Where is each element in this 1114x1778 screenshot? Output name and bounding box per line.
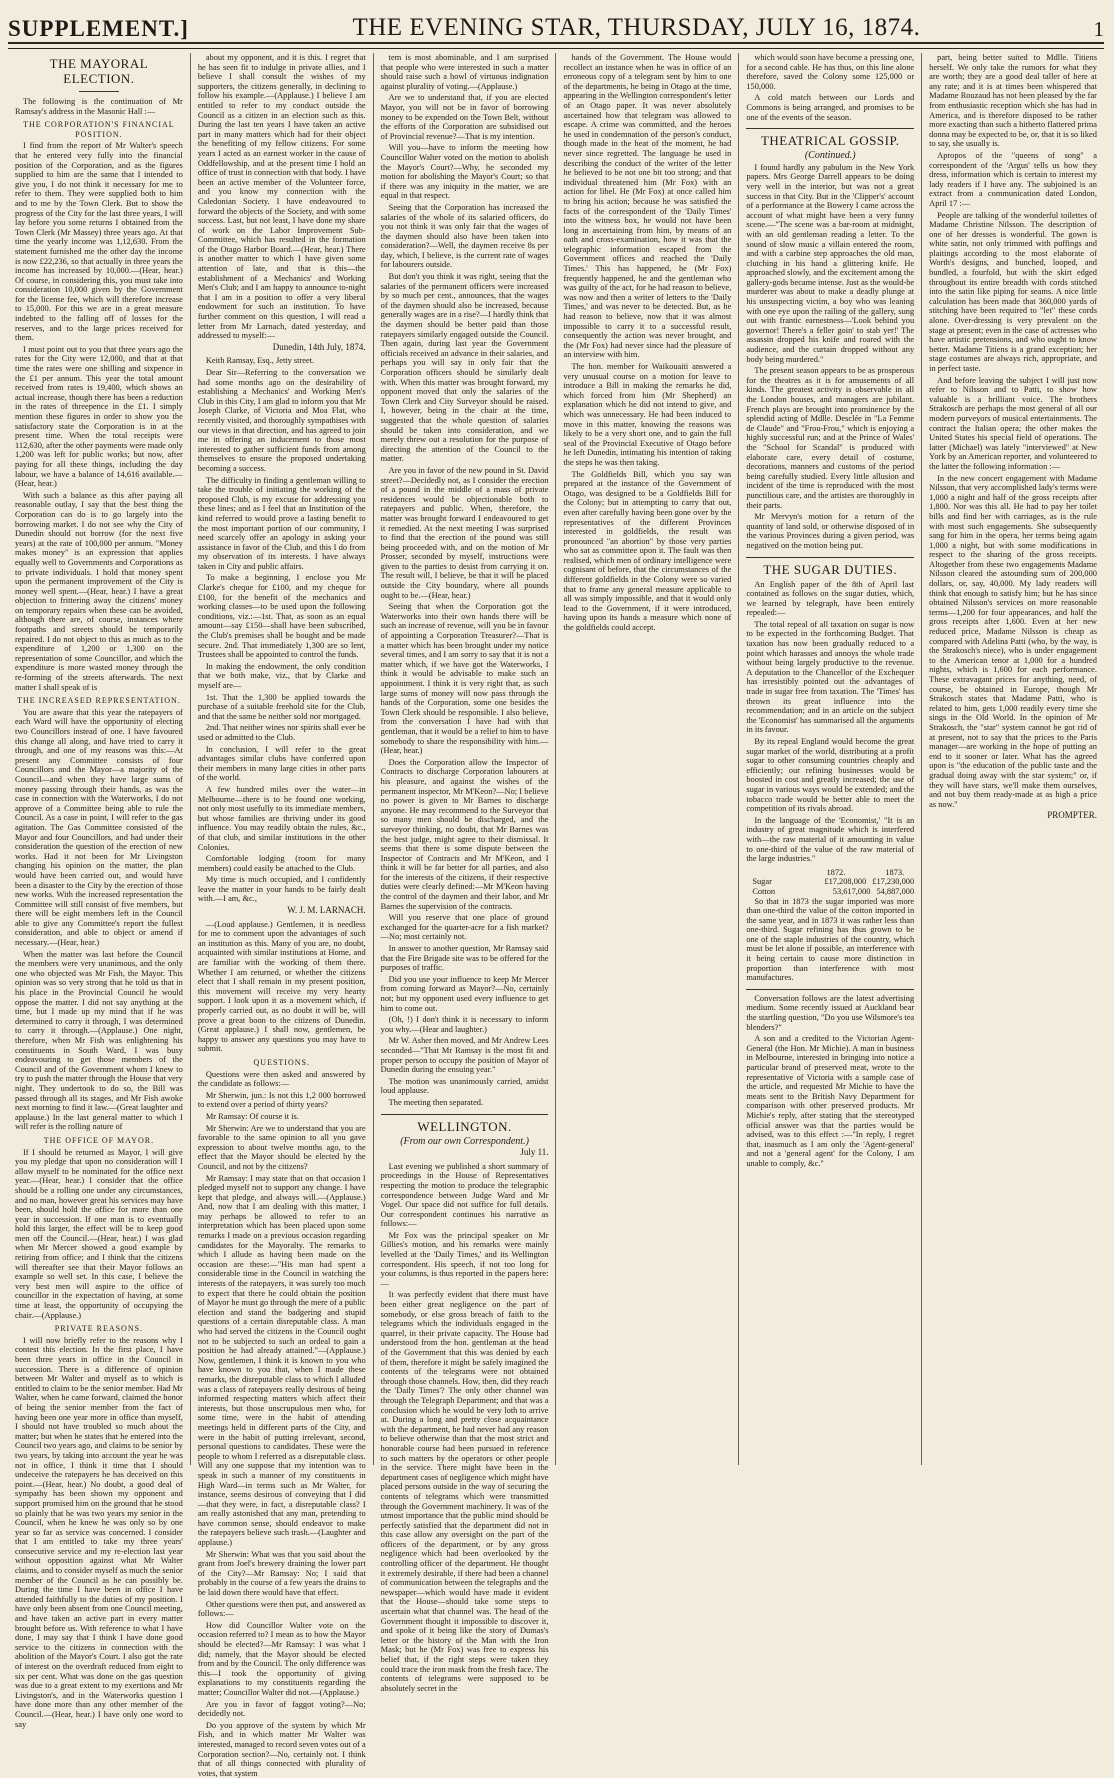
paragraph: Do you approve of the system by which Mr Fish, and in which matter Mr Walter was interested, managed to record seven votes out of a Corporation section?—No, certainly not. I think that of all things connected with plurality of votes, that system [197,1720,366,1778]
year-1872: 1872. [826,867,846,877]
paragraph: 2nd. That neither wines nor spirits shall ever be used or admitted to the Club. [197,723,366,742]
paragraph: You are aware that this year the ratepayers of each Ward will have the opportunity of electing two Councillors instead of one. I have favoured this change all along, and have tried to carry it through, and one of my reasons was this:—At present any Committee consists of four Councillors and the Mayor—a majority of the Council—and when they have large sums of money passing through their hands, as was the case in connection with the Waterworks, I do not approve of a Committee being able to rule the Council. As a case in point, I will refer to the gas agitation. The Gas Committee consisted of the Mayor and four Councillors, and had under their consideration the question of the erection of new works. Had it not been for Mr Livingston changing his opinion on the matter, the plan would have been carried out, and would have been a disaster to the City by the erection of those new works. With the increased representation the Committee will still consist of five members, but there will be eight members left in the Council able to give any Committee's report the fullest consideration, and able to object or amend if necessary.—(Hear, hear.) [15,707,183,948]
paragraph: The difficulty in finding a gentleman willing to take the trouble of initiating the working of the proposed Club, is my excuse for addressing you these lines; and as I feel that an Institution of the kind referred to would prove a lasting benefit to the most important portion of our community, I need scarcely offer an apology in asking your assistance in favor of the Club, and this I do from my observation of its interests. I have always taken in City and public affairs. [197,475,366,571]
paragraph: Are you in favor of the new pound in St. David street?—Decidedly not, as I consider the erection of a pound in the middle of a mass of private residences would be objectionable both to ratepayers and public. When, therefore, the matter was brought forward I endeavoured to get it remedied. At the next meeting I was surprised to find that the erection of the pound was still being proceeded with, and on the motion of Mr Prosser, seconded by myself, instructions were given to the parties to desist from carrying it on. The result will, I believe, be that it will be placed outside the City boundary, where all pounds ought to be.—(Hear, hear.) [380,465,549,600]
divider [746,128,914,129]
subheading: THE OFFICE OF MAYOR. [43,1135,155,1145]
paragraph: Seeing that the Corporation has increased the salaries of the whole of its salaried officers, do you not think it was only fair that the wages of the daymen should also have been taken into consideration?—Well, the daymen receive 8s per day, which, I believe, is the current rate of wages for labourers outside. [380,202,549,270]
paragraph: Will you—have to inform the meeting how Councillor Walter voted on the motion to abolish the Mayor's Court?—Why, he seconded my motion for abolishing the Mayor's Court; so that if there was any iniquity in the matter, we are equal in that respect. [380,143,549,201]
paragraph: Mr Mervyn's motion for a return of the quantity of land sold, or otherwise disposed of in the various Provinces during a given period, was negatived on the motion being put. [746,512,915,550]
article-title-wellington: WELLINGTON. [417,1118,512,1134]
value-1872: 53,617,000 [832,886,871,896]
column-5 [739,53,922,1465]
article-title-theatrical-gossip: THEATRICAL GOSSIP. [760,133,900,149]
masthead [8,8,1104,44]
paragraph: Mr Ramsay: Of course it is. [205,1111,299,1121]
row-label: Cotton [752,886,776,896]
divider [79,91,119,92]
paragraph: But don't you think it was right, seeing that the salaries of the permanent officers were increased by so much per cent., announces, that the wages of the daymen should also be increased, because generally wages are in a rise?—I hardly think that the daymen should be better paid than those ratepayers similarly engaged outside the Council. Then again, during last year the Government officials received an advance in their salaries, and perhaps you will say in only fair that the Corporation officers should be similarly dealt with. When this matter was brought forward, my opponent moved that only the salaries of the Town Clerk and City Surveyor should be raised. I, however, being in the chair at the time, suggested that the whole question of salaries should be taken into consideration, and we merely threw out a resolution for the purpose of directing the attention of the Council to the matter. [380,272,549,464]
paragraph: In conclusion, I will refer to the great advantages similar clubs have conferred upon their members in many large cities in other parts of the world. [197,744,366,783]
article-title-sugar-duties: THE SUGAR DUTIES. [763,561,898,577]
paragraph: In the new concert engagement with Madame Nilsson, that very accomplished lady's terms were 1,000 a night and half of the gross receipts after 1,800. Nor was this all. He had to pay her toilet bills and find her with carriages, as is the rule with most such engagements. She subsequently sang for him in the opera, her terms being again 1,000 a night, but with some modifications in respect to the sharing of the gross receipts. Altogether from these two engagements Madame Nilsson cleared the astounding sum of 200,000 dollars, or, say, 40,000. My lady readers will think that enough to satisfy him; but he has since obtained Nilsson's services on more reasonable terms—1,200 for four appearances, and half the gross receipts after 1,600. Even at her new reduced price, Madame Nilsson is cheap as compared with Adelina Patti (who, by the way, is the Strakosch's niece), who is under engagement to the American tenor at 1,000 for a hundred nights, which is 1,600 for each performance. These extravagant prices for anything, need, of course, be obtained in Europe, though Mr Strakosch states that Madame Patti, who is related to him, gets 1,000 readily every time she sings in the Old World. In the opinion of Mr Strakosch, the "star" system cannot be got rid of at present, not to say that the prices to the Paris manager—are working in the hope of putting an end to it sooner or later. What has the agreed upon is "the education of the public taste and the gradual doing away with the star system;" or, if they will have stars, we'll make them ourselves, and not buy them ready-made at as high a price as now." [929,473,1097,809]
page-number: 1 [1093,17,1104,41]
paragraph: Mr Fox was the principal speaker on Mr Gillies's motion, and his remarks were mainly levelled at the 'Daily Times,' and its Wellington correspondent. His speech, if not too long for your columns, is thus reported in the papers here:— [380,1230,549,1288]
paragraph: I found hardly any pabulum in the New York papers. Mrs George Darrell appears to be doing very well in the interior, but was not a great success in that City. But in the 'Clipper's' account of a performance at the Bowery I came across the account of what might have been a very funny scene.—"The scene was a bar-room at midnight, with an old gentleman reading a letter. To the sound of slow music a villain entered the room, and with a carbine step approaches the old man, clutching in his hand a glittering knife. He approached slowly, and the excitement among the gallery-gods became intense. Just as the would-be murderer was about to make a deadly plunge at his unsuspecting victim, a boy who was leaning with one eye upon the railing of the gallery, sung out with frantic earnestness—'Look behind you governor! There's a feller goin' to stab yer!' The assassin dropped his knife and roared with the audience, and the curtain dropped without any body being murdered." [746,162,915,364]
paragraph: So that in 1873 the sugar imported was more than one-third the value of the cotton imported in the same year, and in 1873 it was rather less than one-third. Sugar refining has thus grown to be one of the staple industries of the country, which must be let alone if possible, an interference with it being certain to cause more distinction in proportion than interference with most manufactures. [746,896,915,983]
letter-date: Dunedin, 14th July, 1874. [272,341,366,352]
column-4 [556,53,739,1465]
paragraph: The following is the continuation of Mr Ramsay's address in the Masonic Hall :— [15,97,183,116]
paragraph: hands of the Government. The House would recollect an instance when he was in office of an erroneous copy of a telegram sent by him to one of the departments, he being in Otago at the time, appearing in the Wellington correspondent's letter of an Otago paper. It was never absolutely ascertained how that telegram was allowed to escape. A crime was committed, and the heroes he used in condemnation of the person's conduct, though made in the heat of the moment, he had never since regretted. The language he used in describing the conduct of the writer of the letter he believed to be not one bit too strong; and that individual threatened him (Mr Fox) with an action for libel. He (Mr Fox) at once called him to bring his action; because he was satisfied the facts of the correspondent of the 'Daily Times' into the witness box, he would not have been long in ascertaining from him, by means of an oath and cross-examination, how it was that the telegraphic information escaped from the Government offices and reached the 'Daily Times.' This has happened, he (Mr Fox) frequently happened, he and the gentleman who was guilty of the act, for he had reason to believe, was now and then a writer of letters to the 'Daily Times,' and was never to be detected. But, as he had reason to believe, now that it was almost impossible to carry it to a successful result, consequently the action was never brought, and the (Mr Fox) had never since had the pleasure of an interview with him. [563,53,732,360]
paragraph: A son and a credited to the Victorian Agent-General (the Hon. Mr Michie). A man in business in Melbourne, interested in bringing into notice a particular brand of preserved meat, wrote to the representative of Victoria with a sample case of the article, and requested Mr Michie to have the meats sent to the British Navy Department for comparison with other preserved products. Mr Michie's reply, after stating that the stereotyped official answer was that the parties would be advised, was to this effect :—"In reply, I regret that, inasmuch as I am only the 'Agent-general' and not a 'general agent' for the Colony, I am unable to comply, &c." [746,1034,915,1168]
value-1873: £17,230,000 [872,877,915,887]
masthead-rule [8,46,1104,49]
paragraph: The motion was unanimously carried, amidst loud applause. [380,1076,549,1096]
subheading: THE CORPORATION'S FINANCIAL POSITION. [23,120,175,139]
paragraph: Comfortable lodging (room for many members) could easily be attached to the Club. [197,854,366,873]
paragraph: A few hundred miles over the water—in Melbourne—there is to be found one working, not only most usefully to its immediate members, but whose families are thriving under its good influence. You may readily obtain the rules, &c., of that club, and similar institutions in the other Colonies. [197,784,366,852]
paragraph: Mr Ramsay: I may state that on that occasion I pledged myself not to support any change. I have kept that pledge, and always will.—(Applause.) And, now that I am dealing with this matter, I may perhaps be allowed to refer to an interpretation which has been placed upon some remarks I made on a previous occasion regarding candidates for the Mayoralty. The remarks to which I allude as having been made on the occasion are these:—"His man had spent a considerable time in the Council in watching the interests of the ratepayers, it was surely too much to expect that there he could obtain the position of Mayor he must go through the mere of a public election and stand the badgering and stupid questions of a certain disreputable class. A man who had served the citizens in the Council ought not to be subjected to such an ordeal to gain a position he had already attained."—(Applause.) Now, gentlemen, I think it is known to you who have known to you that, when I made these remarks, the disreputable class to which I alluded was a class of ratepayers really desirous of being informed respecting matters which affect their interests, but those unscrupulous men who, for some time, were in the habit of attending meetings held in different parts of the City, and were in the habit of putting irrelevant, second, personal questions to candidates. These were the people to whom I referred as a disreputable class. Will any one suppose that my intention was to speak in such a manner of my constituents in High Ward—in terms such as Mr Walter, for instance, seems desirous of conveying that I did—that they were, in fact, a disreputable class? I am really astonished that any man, pretending to have common sense, should endeavor to make the ratepayers believe such trash.—(Laughter and applause.) [197,1173,366,1548]
paragraph: I must point out to you that three years ago the rates for the City were 12,000, and that at that time the rates were one shilling and sixpence in the £1 per annum. This year the total amount received from rates is 19,400, which shows an actual increase, though there has been a reduction in the rates of threepence in the £1. I simply mention these figures in order to show you the satisfactory state the Corporation is in at the present time. When the total receipts were 112,630, after the other payments were made only 1,200 was left for public works; but now, after paying for all these things, including the day labour, we have a balance of 14,616 available.—(Hear, hear.) [15,344,183,489]
paragraph: Will you reserve that one place of ground exchanged for the quarter-acre for a fish market?—No; most certainly not. [380,913,549,942]
paragraph: By its repeal England would become the great sugar market of the world, distributing at a profit sugar to other consuming countries cheaply and efficiently; our refining businesses would be boosted in cost and greatly increased; the use of sugar in various ways would be extended; and the tobacco trade would be better able to meet the competition of its rivals abroad. [746,737,915,814]
paragraph: Are we to understand that, if you are elected Mayor, you will not be in favor of borrowing money to be expended on the Town Belt, without the efforts of the Corporation are subsidised out of Provincial revenue?—That is my intention. [380,93,549,141]
paragraph: I will now briefly refer to the reasons why I contest this election. In the first place, I have been three years in office in the Council in succession. There is a difference of opinion between Mr Walter and myself as to which is entitled to claim to be the senior member. Had Mr Walter, when he came forward, claimed the honor of being the senior member from the fact of having been one year more in office than myself, I should not have troubled so much about the matter; but when he states that he entered into the Council two years ago, and claims to be senior by two years, by taking into account the year he was not in office, I think it time that I should undeceive the ratepayers he has deceived on this point.—(Hear, hear.) No doubt, a good deal of sympathy has been shown my opponent and support promised him on the ground that he stood so plainly that he was two years my senior in the Council, when he knew he was only so by one year so far as service was concerned. I consider that I am entitled to take my three years' consecutive service and my re-election last year without opposition against what Mr Walter claims, and to consider myself as much the senior member of the Council as he can possibly be. During the time I have been in office I have attended faithfully to the duties of my position. I have only been absent from one Council meeting, and have taken an active part in every matter brought before us. With reference to what I have done, I may say that I think I have done good service to the citizens in connection with the abolition of the Mayor's Court. I also got the rate of interest on the overdraft reduced from eight to six per cent. What was done on the gas question was due to a great extent to my exertions and Mr Livingston's, and in the Waterworks question I have done more than any other member of the Council.—(Hear, hear.) I have only one word to say [15,1335,183,1729]
paragraph: 1st. That the 1,300 be applied towards the purchase of a suitable freehold site for the Club, and that the same be neither sold nor mortgaged. [197,692,366,721]
paragraph: In the language of the 'Economist,' "It is an industry of great magnitude which is interfered with—the raw material of it amounting in value to one-third of the value of the raw material of the large industries." [746,815,915,864]
value-1872: £17,208,000 [824,877,867,887]
column-6 [922,53,1104,1465]
column-3 [374,53,557,1693]
paragraph: Other questions were then put, and answered as follows:— [197,1599,366,1619]
letter-signature: W. J. M. LARNACH. [287,905,366,916]
subheading: QUESTIONS. [253,1057,310,1067]
dateline: July 11. [520,1147,549,1158]
paragraph: How did Councillor Walter vote on the occasion referred to? I mean as to how the Mayor should be elected?—Mr Ramsay: I was what I did; namely, that the Mayor should be elected from and by the Council. The only difference was this—I took the opportunity of giving explanations to my constituents regarding the matter; Councillor Walter did not.—(Applause.) [197,1620,366,1697]
value-1873: 54,887,000 [876,886,915,896]
row-label: Sugar [752,877,772,887]
column-1 [8,53,191,1729]
article-signature: PROMPTER. [1047,810,1097,821]
paragraph: With such a balance as this after paying all reasonable outlay, I say that the best thing the Corporation can do is to go largely into the borrowing market. I do not see why the City of Dunedin should not borrow (for the next five years) at the rate of 100,000 per annum. "Money makes money" is an expression that applies equally well to Governments and Corporations as to private individuals. I hold that money spent upon the permanent improvement of the City is money well spent.—(Hear, hear.) I have a great objection to frittering away the citizens' money on temporary repairs when these can be avoided, although there are, of course, instances where footpaths and streets should be temporarily repaired. I do not object to this as much as to the expenditure of 1,200 or 1,300 on the representation of some Councillor, and which the expenditure is more wasted money through the re-forming of the streets afterwards. The next matter I shall speak of is [15,490,183,692]
paragraph: Mr Sherwin: Are we to understand that you are favorable to the same opinion to all you gave expression to about twelve months ago, to the effect that the Mayor should be elected by the Council, and not by the citizens? [197,1123,366,1171]
paragraph: Last evening we published a short summary of proceedings in the House of Representatives respecting the motion to produce the telegraphic correspondence between Judge Ward and Mr Vogel. Our space did not suffice for full details. Our correspondent continues his narrative as follows:— [380,1161,549,1229]
paragraph: The meeting then separated. [388,1097,484,1107]
paragraph: tem is most abominable, and I am surprised that people who were interested in such a matter should raise such a howl of virtuous indignation against plurality of voting.—(Applause.) [380,53,549,91]
paragraph: The hon. member for Waikouaiti answered a very unusual course on a motion for leave to introduce a Bill in making the remarks he did, which forced from him (Mr Shepherd) an explanation which he did not intend to give, and which was unnecessary. He had been induced to move in this matter, knowing the reasons was likely to be a very short one, and to gain the full seal of the Provincial Executive of Otago before he left Dunedin, intimating his intention of taking the steps he was then taking. [563,362,732,467]
divider [746,989,914,990]
import-table-row [746,877,914,887]
paragraph: A cold match between our Lords and Commons is being arranged, and promises to be one of the events of the season. [746,93,915,122]
paragraph: People are talking of the wonderful toilettes of Madame Christine Nilsson. The description of one of her dresses is wonderful. The gown is white satin, not only trimmed with puffings and plaitings according to the most elaborate of Worth's designs, and bunched, looped, and bundled, a fourfold, but with the skirt edged throughout its entire breadth with cords stitched into the satin like piping for seams. A nice little calculation has been made that 360,000 yards of stitching have been required to "let" these cords alone. Over-dressing is very prevalent on the stage at present; even in the case of actresses who have artistic pretensions, and who ought to know better. Madame Titiens is a grand exception; her stage costumes are always rich, appropriate, and in perfect taste. [929,210,1097,373]
import-table-row [746,887,914,897]
paragraph: When the matter was last before the Council the members were very unanimous, and the only one who objected was Mr Fish, the Mayor. This opinion was so very strong that he told us that in his place in the Provincial Council he would oppose the matter. I did not say anything at the time, but I made up my mind that if he was determined to carry it through, I was determined to carry it through.—(Applause.) One night, therefore, when Mr Fish was enlightening his constituents in South Ward, I was busy endeavouring to get those members of the Council and of the Government whom I knew to try to push the matter through the House that very night. They undertook to do so, the Bill was passed through all its stages, and Mr Fish awoke next morning to find it law.—(Great laughter and applause.) In the last general matter to which I will refer is the rolling nature of [15,949,183,1132]
paragraph: which would soon have become a pressing one, for a second cable. He has thus, on this line alone therefore, saved the Colony some 125,000 or 150,000. [746,53,915,91]
paragraph: I find from the report of Mr Walter's speech that he entered very fully into the financial position of the Corporation, and as the figures supplied to him are the same that I intended to give you, I do not think it necessary for me to refer to them. They were supplied both to him and to me by the Town Clerk. But to show the progress of the City for the last three years, I will lay before you some returns I obtained from the Town Clerk (Mr Massey) three years ago. At that time the yearly income was 1,12,630. From the statement furnished me the other day the income is now £22,236, so that actually in three years the income has increased by 10,000.—(Hear, hear.) Of course, in considering this, you must take into consideration 10,000 given by the Government for the license fee, which will therefore increase to 15,000. For this we are in a great measure indebted to the falling off of losses for the reserves, and to the large prices received for them. [15,141,183,343]
paragraph: The present season appears to be as prosperous for the theatres as it is for amusements of all kinds. The greatest activity is observable in all the London houses, and managers are jubilant. French plays are brought into prominence by the splendid acting of Mdlle. Desclée in "La Femme de Claude" and "Frou-Frou," which is enjoying a highly successful run; and at the Prince of Wales' the "School for Scandal" is produced with elaborate care, every detail of costume, decorations, manners and customs of the period being carefully studied. Every little allusion and incident of the time is reproduced with the most punctilious care, and the artistes are thoroughly in their parts. [746,366,915,510]
paragraph: Conversation follows are the latest advertising medium. Some recently issued at Auckland bear the startling question, "Do you use Wilsmore's tea blenders?" [746,993,915,1032]
paragraph: Mr W. Asher then moved, and Mr Andrew Lees seconded—"That Mr Ramsay is the most fit and proper person to occupy the position of Mayor of Dunedin during the ensuing year." [380,1036,549,1075]
paragraph: It was perfectly evident that there must have been either great negligence on the part of somebody, or else gross breach of faith to the telegrams which the individuals engaged in the quarrel, in their private capacity. The House had understood from the hon. gentleman at the head of the Government that this was denied by each of them, therefore it might be safely imagined the contents of the telegrams were not obtained through those channels. How, then, did they reach the 'Daily Times'? The only other channel was through the Telegraph Department; and that was a conclusion which he would be very loth to arrive at. During a long and pretty close acquaintance with the department, he had never had any reason to believe otherwise than that the most strict and honorable course had been pursued in reference to such matters by the operators or other people in the service. There might have been in the department cases of negligence which might have placed persons outside in the way of securing the contents of telegrams which were transmitted through the Government machinery. It was of the utmost importance that the public mind should be perfectly satisfied that the department did not in this case allow any oversight on the part of the officers of the department, or by any gross negligence which had been overlooked by the controlling officer of the department. He thought it extremely desirable, if there had been a channel of communication between the telegraphs and the newspaper—which would have made it evident that the House—should take some steps to ascertain what that channel was. The head of the Government thought it impossible to discover it, and spoke of it being like the story of Dumas's letter or the history of the Man with the Iron Mask; but he (Mr Fox) was free to express his belief that, if the right steps were taken they could trace the iron mask from the fresh face. The contents of telegrams were supposed to be absolutely secret in the [380,1290,549,1693]
paragraph: Dear Sir—Referring to the conversation we had some months ago on the desirability of establishing a Mechanics' and Working Men's Club in this City, I am glad to inform you that Mr Joseph Clarke, of Victoria and Moa Flat, who recently visited, and thoroughly sympathises with our views in that direction, and has agreed to join me in offering an inducement to those most interested to gather sufficient funds from among themselves to ensure the proposed undertaking becoming a success. [197,368,366,473]
paragraph: Mr Sherwin: What was that you said about the grant from Joel's brewery draining the lower part of the City?—Mr Ramsay: No; I said that probably in the course of a few years the drains to be laid down there would have that effect. [197,1549,366,1598]
subheading: (Continued.) [804,150,856,162]
paragraph: Seeing that when the Corporation got the Waterworks into their own hands there will be such an increase of revenue, will you be in favour of appointing a Corporation Treasurer?—That is a matter which has been brought under my notice several times, and I am sorry to say that it is not a matter which, if we have got the Waterworks, I think it would be advisable to make such an appointment. I think it is very right that, as such large sums of money will now pass through the hands of the Corporation, some one besides the Town Clerk should be responsible. I also believe, from the conversation I have had with that gentleman, that it would be a relief to him to have somebody to share the responsibility with him.—(Hear, hear.) [380,602,549,756]
import-table-header [746,868,914,878]
columns [8,53,1104,1778]
paragraph: Are you in favor of faggot voting?—No; decidedly not. [197,1699,366,1719]
paragraph: To make a beginning, I enclose you Mr Clarke's cheque for £100, and my cheque for £100, for the benefit of the mechanics and working classes—to be used upon the following conditions, viz.:—1st. That, as soon as an equal amount—say £150—shall have been subscribed, the Club's premises shall be bought and be made secure. 2nd. That immediately 1,300 are so lent, Trustees shall be appointed to control the funds. [197,573,366,660]
paragraph: An English paper of the 8th of April last contained as follows on the sugar duties, which, we learned by telegraph, have been entirely repealed:— [746,579,915,618]
article-title-mayoral-election: THE MAYORAL ELECTION. [49,56,149,86]
paragraph: The Goldfields Bill, which you say was prepared at the instance of the Government of Otago, was designed to be a Goldfields Bill for the Colony; but in attempting to carry that out, even after carefully having been gone over by the representatives of the different Provinces interested in goldfields, the result was pronounced "an abortion" by those very parties who sat as committee upon it. The fault was then realised, which men of ordinary intelligence were cognisant of before, that the circumstances of the different goldfields in the Colony were so varied that to frame any general measure applicable to all was simply impossible, and that it would only lead to the Government, if it were introduced, having upon its hands a measure which none of the goldfields could accept. [563,469,732,633]
subheading: PRIVATE REASONS. [54,1324,144,1334]
byline: (From our own Correspondent.) [400,1135,529,1147]
paragraph: My time is much occupied, and I confidently leave the matter in your hands to be fairly dealt with.—I am, &c., [197,875,366,904]
paragraph: And before leaving the subject I will just now refer to Nilsson and to Patti, to show how valuable is a brilliant voice. The brothers Strakosch are perhaps the most general of all our modern purveyors of musical entertainments. The contract the Italian opera; the other makes the United States his special field of operations. The latter (Michael) was lately "interviewed" at New York by an American reporter, and volunteered to the latter the following information :— [929,375,1097,471]
year-1873: 1873. [885,867,905,877]
paragraph: Apropos of the "queens of song" a correspondent of the 'Argus' tells us how they dress, information which is certain to interest my lady readers if I have any. The subjoined is an extract from a communication dated London, April 17 :— [929,150,1097,208]
column-2 [191,53,374,1778]
divider [746,557,914,558]
paragraph: Keith Ramsay, Esq., Jetty street. [205,356,315,366]
paragraph: Questions were then asked and answered by the candidate as follows:— [197,1069,366,1089]
supplement-label: SUPPLEMENT.] [8,16,189,41]
paragraph: In making the endowment, the only condition that we both make, viz., that by Clarke and myself are— [197,661,366,690]
paragraph: about my opponent, and it is this. I regret that he has seen fit to indulge in private allies, and I believe I shall consult the wishes of my supporters, the citizens generally, in declining to follow his example.—(Applause.) I believe I am entitled to refer to my conduct outside the Council as a citizen in an election such as this. During the last ten years I have taken an active part in many matters which had for their object the benefiting of my fellow citizens. For some years I acted as an earnest worker in the cause of Oddfellowship, and at the present time I hold an office of trust in connection with that body. I have been an active member of the Volunteer force, and you know my connection with the Caledonian Society. I have endeavoured to forward the objects of the Society, and with some success. Last, but not least, I have done my share of work on the Labor Improvement Sub-Committee, which has resulted in the formation of the Otago Harbor Board.—(Hear, hear.) There is another matter to which I have given some attention of late, and that is this—the establishment of a Mechanics' and Working Men's Club; and I am happy to announce to-night that I am in a position to offer a very liberal endowment for such an institution. To have further comment on this question, I will read a letter from Mr Larnach, dated yesterday, and addressed to myself:— [197,53,366,341]
newspaper-title: THE EVENING STAR, THURSDAY, JULY 16, 1874. [352,14,921,41]
paragraph: part, being better suited to Mdlle. Titiens herself. We only take the rumors for what they are worth; they are a good deal taller of here at any rate; and it is at times been whispered that Madame Rouzaud has not been pleased by the far from enthusiastic reception which she has had in America, and is therefore disposed to be rather more exacting than such a hitherto flattered prima donna may be expected to be, or, that it is so liked to say, she usually is. [929,53,1097,149]
paragraph: The total repeal of all taxation on sugar is now to be expected in the forthcoming Budget. That taxation has now been gradually reduced to a point which harasses and annoys the whole trade without being largely productive to the revenue. A deputation to the Chancellor of the Exchequer has irresistibly pointed out the advantages of trade in sugar free from taxation. The 'Times' has thrown its great influence into the recommendation; and in an article on the subject the 'Economist' has summarised all the arguments in its favour. [746,619,915,735]
paragraph: Does the Corporation allow the Inspector of Contracts to discharge Corporation labourers at his pleasure, and against the wishes of the permanent inspector, Mr M'Keon?—No; I believe no power is given to Mr Barnes to discharge anyone. He may recommend to the Surveyor that so many men should be discharged, and the surveyor thinking, no doubt, that Mr Barnes was the best judge, might agree to their dismissal. It seems that there is some dispute between the Inspector of Contracts and Mr M'Keon, and I think it will be far better for all parties, and also for the interests of the citizens, if their respective duties were clearly defined:—Mr M'Keon having the control of the daymen and their labor, and Mr Barnes the supervision of the contracts. [380,757,549,911]
paragraph: Mr Sherwin, jun.: Is not this 1,2 000 borrowed to extend over a period of thirty years? [197,1090,366,1110]
paragraph: (Oh, !) I don't think it is necessary to inform you why.—(Hear and laughter.) [380,1015,549,1034]
paragraph: In answer to another question, Mr Ramsay said that the Fire Brigade site was to be offered for the purposes of traffic. [380,944,549,973]
paragraph: If I should be returned as Mayor, I will give you my pledge that upon no consideration will I allow myself to be nominated for the office next year.—(Hear, hear.) I consider that the office should be a rolling one under any circumstances, and no man, however great his services may have been, should hold the office for more than one year in succession. If one man is to eventually hold this larger, the effect will be to keep good men off the Council.—(Hear, hear.) I was glad when Mr Mercer showed a good example by retiring from office; and I think that the citizens will thereafter see that their Mayor follows an example so well set. In this case, I believe the very best men will aspire to the office of councillor in the expectation of having, at some time at least, the opportunity of occupying the chair.—(Applause.) [15,1147,183,1320]
paragraph: Did you use your influence to keep Mr Mercer from coming forward as Mayor?—No, certainly not; but my opponent used every influence to get him to come out. [380,974,549,1013]
divider [381,1114,549,1115]
subheading: THE INCREASED REPRESENTATION. [17,696,181,706]
paragraph: —(Loud applause.) Gentlemen, it is needless for me to comment upon the advantages of such an institution as this. Many of you are, no doubt, acquainted with similar institutions at Home, and are familiar with the working of them there. Whether I am returned, or whether the citizens elect that I shall remain in my present position, this movement will receive my very hearty support. I look upon it as a movement which, if properly carried out, as no doubt it will be, will prove a great boon to the citizens of Dunedin. (Great applause.) I shall now, gentlemen, be happy to answer any questions you may have to submit. [197,919,366,1054]
